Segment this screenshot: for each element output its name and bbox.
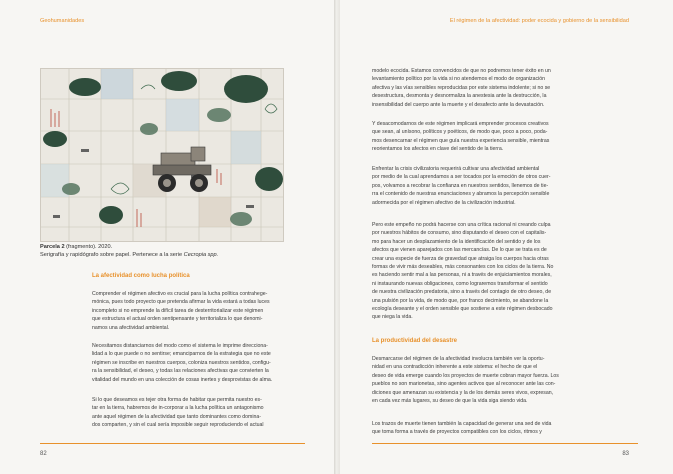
text-line: ra la sensibilidad, el deseo, y todas las relaciones afectivas que convierten la xyxy=(92,368,269,375)
right-paragraph-2 xyxy=(372,120,638,154)
text-line: afectos que vienen aparejados con las mercancías. De lo que se trata es de xyxy=(372,247,547,254)
artwork-figure xyxy=(40,68,284,242)
text-line: es haciendo sentir mal a las personas, ni a través de enjuiciamientos morales, xyxy=(372,272,552,279)
text-line: mos desencarnar el régimen que guía nuestra experiencia sensible, mientras xyxy=(372,137,550,144)
text-line: deseo de vida emerge cuando los proyectos de muerte cobran mayor fuerza. Los xyxy=(372,372,559,379)
section-heading-productividad: La productividad del desastre xyxy=(372,338,458,344)
text-line: Comprender el régimen afectivo es crucial para la lucha política contrahege- xyxy=(92,291,268,297)
text-line: tar en la tierra, habremos de in-corporar a la lucha política un antagonismo xyxy=(92,405,264,412)
text-line: que niega la vida. xyxy=(372,314,413,321)
text-line: ecología deseante y el orden sensible que sostiene a este régimen desbocado xyxy=(372,306,553,313)
text-line: por nuestros hábitos de consumo, sino disputando el deseo con el capitalis- xyxy=(372,230,547,237)
text-line: reorientamos los afectos en clave del sentido de la tierra. xyxy=(372,146,504,153)
left-paragraph-2 xyxy=(92,342,304,384)
text-line: Pero este empeño no podrá hacerse con una crítica racional ni creando culpa xyxy=(372,222,551,228)
text-line: Necesitamos distanciarnos del modo como el sistema le imprime direcciona- xyxy=(92,343,268,349)
right-paragraph-1 xyxy=(372,67,638,109)
text-line: una pulsión por la vida, de modo que, por franco decimiento, se abandone la xyxy=(372,297,549,304)
text-line: ni instaurando nuevas obligaciones, como lograremos transformar el sentido xyxy=(372,280,548,287)
text-line: régimen se inscribe en nuestros cuerpos, coloniza nuestros sentidos, configu- xyxy=(92,359,271,366)
section-heading-afectividad: La afectividad como lucha política xyxy=(92,273,190,279)
right-page xyxy=(340,0,673,474)
text-line: adormecida por el régimen afectivo de la civilización industrial. xyxy=(372,199,516,206)
text-line: incompleto si no emprende la difícil tarea de desterritorializar este régimen xyxy=(92,307,264,314)
text-line: en cada vez más lugares, su deseo de que la vida siga siendo vida. xyxy=(372,398,528,405)
right-running-header: El régimen de la afectividad: poder ecocida y gobierno de la sensibilidad xyxy=(449,18,629,24)
right-paragraph-6 xyxy=(372,420,638,437)
left-paragraph-1 xyxy=(92,290,304,332)
footer-rule xyxy=(40,443,305,444)
text-line: levantamiento político por la vida si no atendemos el modo de organización xyxy=(372,76,546,83)
text-line: de nuestra civilización predatoria, sino a través del contagio de otro deseo, de xyxy=(372,289,552,296)
text-line: que sean, al unísono, políticos y poéticos, de modo que, poco a poco, poda- xyxy=(372,129,548,136)
text-line: por medio de la cual aprendamos a ser tocados por la emoción de otros cuer- xyxy=(372,174,551,181)
text-line: desestructura, desmonta y desnormaliza la anestesia ante la destrucción, la xyxy=(372,93,547,100)
caption-technique: Serigrafía y rapidógrafo sobre papel. Pertenece a la serie xyxy=(40,251,184,258)
text-line: Y desacomodarnos de este régimen implicará emprender procesos creativos xyxy=(372,121,549,127)
caption-title: Parcela 2 xyxy=(40,244,65,250)
text-line: namos una afectividad ambiental. xyxy=(92,324,170,331)
text-line: rra el contenido de nuestras enunciaciones y abramos la percepción sensible xyxy=(372,191,550,198)
right-paragraph-3 xyxy=(372,165,638,207)
text-line: vitalidad del mundo en una colección de cosas inertes y desprovistas de alma. xyxy=(92,376,273,383)
footer-rule xyxy=(372,443,638,444)
text-line: mo para hacer un desplazamiento de la identificación del sentido y de los xyxy=(372,238,541,245)
text-line: mónica, pues todo proyecto que pretenda afirmar la vida estará a todas luces xyxy=(92,299,270,306)
text-line: insensibilidad del cuerpo ante la muerte y el desafecto ante la devastación. xyxy=(372,101,545,108)
text-line: ante aquel régimen de la afectividad que tanto dominantes como domina- xyxy=(92,413,261,420)
text-line: nidad en una contradicción inherente a este sistema: el hecho de que el xyxy=(372,364,538,371)
text-line: diciones que amenazan su existencia y la de los demás seres vivos, expresan, xyxy=(372,389,554,396)
text-line: crear una especie de fuerza de gravedad que atraiga los cuerpos hacia otras xyxy=(372,255,549,262)
caption-line-2 xyxy=(40,252,290,260)
artwork-image xyxy=(41,69,283,241)
caption-series: Cecropia spp. xyxy=(183,251,219,258)
right-paragraph-5 xyxy=(372,355,638,405)
text-line: Enfrentar la crisis civilizatoria requerirá cultivar una afectividad ambiental xyxy=(372,166,540,172)
text-line: lidad a lo que puede o no sentirse; emanciparnos de la estrategia que no este xyxy=(92,351,271,358)
text-line: formas de vivir más deseables, más consonantes con los ciclos de la tierra. No xyxy=(372,264,554,271)
text-line: dos comparten, y sin el cual sería imposible seguir reproduciendo el actual xyxy=(92,422,264,429)
page-number-left: 82 xyxy=(40,451,47,457)
right-paragraph-4 xyxy=(372,221,638,322)
text-line: Desmarcarse del régimen de la afectividad involucra también ver la oportu- xyxy=(372,356,545,362)
text-line: que toma forma a través de proyectos compatibles con los ciclos, ritmos y xyxy=(372,429,542,436)
text-line: afectiva y las vías sensibles reproducidas por este sistema indolente; si no se xyxy=(372,84,551,91)
left-running-header: Geohumanidades xyxy=(40,18,85,24)
text-line: Los trazos de muerte tienen también la capacidad de generar una sed de vida xyxy=(372,421,552,427)
text-line: modelo ecocida. Estamos convencidos de que no podremos tener éxito en un xyxy=(372,68,551,74)
text-line: pos, volvamos a recobrar la confianza en nuestros sentidos, llenemos de tie- xyxy=(372,182,549,189)
figure-caption xyxy=(40,244,290,259)
caption-line-1 xyxy=(40,244,290,252)
text-line: pueblos no son marionetas, sino agentes activos que al reconocer ante las con- xyxy=(372,381,556,388)
page-number-right: 83 xyxy=(622,451,629,457)
text-line: que estructura el actual orden sentipensante y territorializa lo que denomi- xyxy=(92,316,263,323)
caption-title-suffix: (fragmento). 2020. xyxy=(64,244,113,250)
left-paragraph-3 xyxy=(92,396,304,430)
text-line: Si lo que deseamos es tejer otra forma de habitar que permita nuestro es- xyxy=(92,397,262,403)
left-page xyxy=(0,0,334,474)
